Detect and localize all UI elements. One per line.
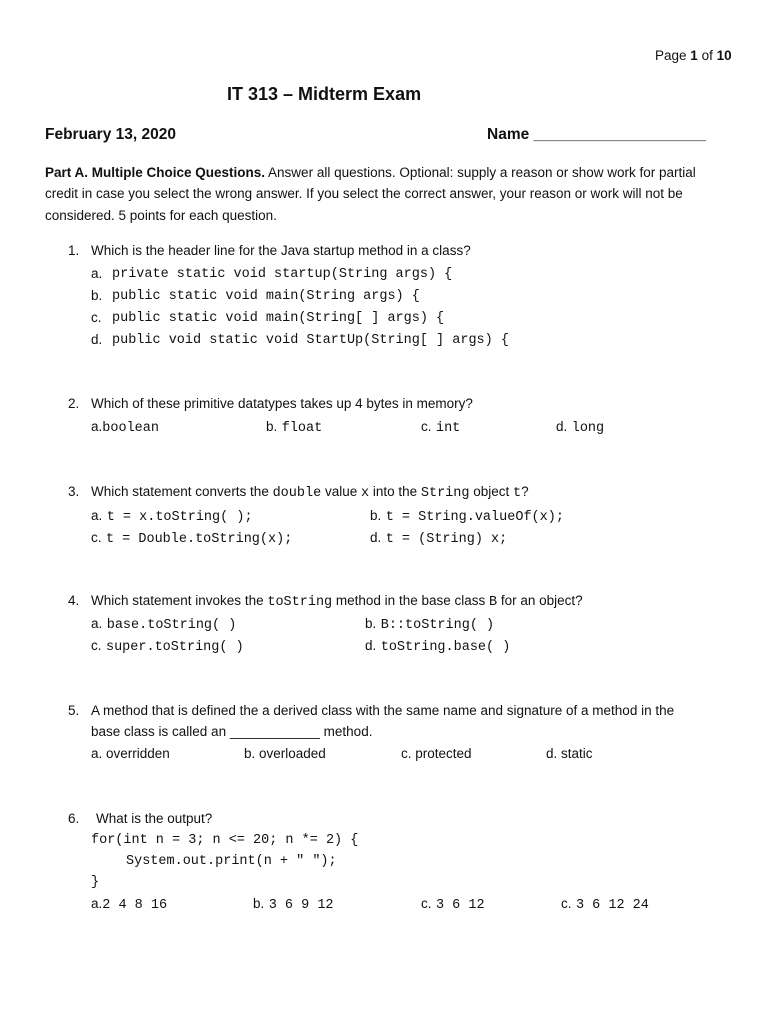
q3-code-string: String: [420, 486, 470, 501]
q4-option-a-letter: a.: [91, 616, 103, 631]
q2-option-a-letter: a.: [91, 419, 103, 434]
q4-option-b-letter: b.: [365, 616, 377, 631]
part-a-line-1: [45, 165, 696, 180]
q6-option-b: [253, 895, 334, 913]
q1-option-c: public static void main(String[ ] args) {: [112, 311, 445, 326]
q3-option-d-text: t = (String) x;: [385, 532, 508, 547]
q3-option-c-text: t = Double.toString(x);: [105, 532, 293, 547]
exam-date: February 13, 2020: [45, 126, 176, 143]
q3-option-a-text: t = x.toString( );: [106, 510, 253, 525]
part-a-line-1-text: Answer all questions. Optional: supply a reason or show work for partial: [268, 165, 696, 180]
q6-option-c-text: 3 6 12: [435, 898, 485, 913]
q1-number: 1.: [68, 243, 80, 258]
q3-text-part-5: ?: [521, 484, 529, 499]
q6-option-d: [561, 895, 649, 913]
q4-text-part-2: method in the base class: [332, 593, 489, 608]
q3-text-part-2: value: [321, 484, 361, 499]
q1-option-b-letter: b.: [91, 288, 103, 303]
q5-line-2: base class is called an ____________ method.: [91, 724, 373, 739]
q6-option-a: [91, 895, 167, 913]
q3-code-t: t: [513, 486, 522, 501]
q3-option-a-letter: a.: [91, 508, 103, 523]
q5-number: 5.: [68, 703, 80, 718]
q2-option-c-letter: c.: [421, 419, 432, 434]
q2-option-b-letter: b.: [266, 419, 278, 434]
q4-option-c: [91, 637, 244, 655]
q3-text-part-4: object: [469, 484, 514, 499]
q2-option-a-text: boolean: [102, 421, 159, 436]
exam-title: IT 313 – Midterm Exam: [227, 84, 422, 104]
q6-option-d-letter: c.: [561, 896, 572, 911]
q3-code-double: double: [272, 486, 322, 501]
q5-option-a: a. overridden: [91, 746, 170, 761]
q1-option-c-letter: c.: [91, 310, 102, 325]
q5-option-d: d. static: [546, 746, 593, 761]
q6-option-a-letter: a.: [91, 896, 103, 911]
q6-option-a-text: 2 4 8 16: [102, 898, 168, 913]
q2-option-b: [266, 418, 322, 436]
q1-option-d-letter: d.: [91, 332, 103, 347]
page-number: [655, 48, 732, 63]
q4-text-part-3: for an object?: [497, 593, 583, 608]
q6-option-b-text: 3 6 9 12: [268, 898, 334, 913]
q2-number: 2.: [68, 396, 80, 411]
q4-number: 4.: [68, 593, 80, 608]
q6-option-c: [421, 895, 485, 913]
q1-option-b: public static void main(String args) {: [112, 289, 420, 304]
q3-option-c-letter: c.: [91, 530, 102, 545]
q2-option-c: [421, 418, 460, 436]
q5-line-1: A method that is defined the a derived class with the same name and signature of a method in the: [91, 703, 675, 718]
q4-code-tostring: toString: [267, 595, 333, 610]
q1-option-d: public void static void StartUp(String[ ] args) {: [112, 333, 509, 348]
q4-option-a-text: base.toString( ): [106, 618, 237, 633]
name-field: Name ____________________: [487, 126, 706, 143]
q2-option-d-letter: d.: [556, 419, 568, 434]
q4-option-d: [365, 637, 510, 655]
q4-option-c-letter: c.: [91, 638, 102, 653]
part-a-heading: Part A. Multiple Choice Questions.: [45, 165, 266, 180]
q3-code-x: x: [360, 486, 370, 501]
q2-option-a: [91, 418, 159, 436]
q6-code-line-3: }: [91, 875, 100, 890]
q4-code-b: B: [489, 595, 498, 610]
part-a-line-2: credit in case you select the wrong answer. If you select the correct answer, your reason or work will not be: [45, 186, 683, 201]
q3-option-b-letter: b.: [370, 508, 382, 523]
q3-option-d-letter: d.: [370, 530, 382, 545]
q6-code-line-1: for(int n = 3; n <= 20; n *= 2) {: [91, 833, 359, 848]
q3-text-part-3: into the: [369, 484, 421, 499]
q3-option-c: [91, 529, 292, 547]
q3-option-d: [370, 529, 507, 547]
q4-option-d-letter: d.: [365, 638, 377, 653]
q2-text: Which of these primitive datatypes takes up 4 bytes in memory?: [91, 396, 473, 411]
q3-text-part-1: Which statement converts the: [91, 484, 273, 499]
q3-option-b-text: t = String.valueOf(x);: [385, 510, 564, 525]
q4-option-b-text: B::toString( ): [380, 618, 495, 633]
q3-option-b: [370, 507, 564, 525]
q5-option-c: c. protected: [401, 746, 472, 761]
page-of: of: [701, 48, 713, 63]
q4-option-b: [365, 615, 494, 633]
q2-option-c-text: int: [435, 421, 461, 436]
q2-option-d: [556, 418, 604, 436]
q4-text-part-1: Which statement invokes the: [91, 593, 268, 608]
page-total: 10: [716, 48, 732, 63]
q3-text: [91, 484, 529, 501]
q3-option-a: [91, 507, 253, 525]
q6-code-line-2: System.out.print(n + " ");: [126, 854, 337, 869]
q1-option-a: private static void startup(String args) {: [112, 267, 453, 282]
q3-number: 3.: [68, 484, 80, 499]
q6-text: What is the output?: [96, 811, 213, 826]
q6-number: 6.: [68, 811, 80, 826]
q4-option-c-text: super.toString( ): [105, 640, 244, 655]
q5-option-b: b. overloaded: [244, 746, 326, 761]
q6-option-c-letter: c.: [421, 896, 432, 911]
q1-option-a-letter: a.: [91, 266, 103, 281]
q2-option-d-text: long: [571, 421, 605, 436]
q6-option-d-text: 3 6 12 24: [575, 898, 649, 913]
q1-text: Which is the header line for the Java startup method in a class?: [91, 243, 471, 258]
q4-option-a: [91, 615, 236, 633]
q4-option-d-text: toString.base( ): [380, 640, 511, 655]
q6-option-b-letter: b.: [253, 896, 265, 911]
page-label: Page: [655, 48, 687, 63]
part-a-line-3: considered. 5 points for each question.: [45, 208, 277, 223]
q2-option-b-text: float: [281, 421, 323, 436]
q4-text: [91, 593, 583, 610]
page-current: 1: [690, 48, 698, 63]
